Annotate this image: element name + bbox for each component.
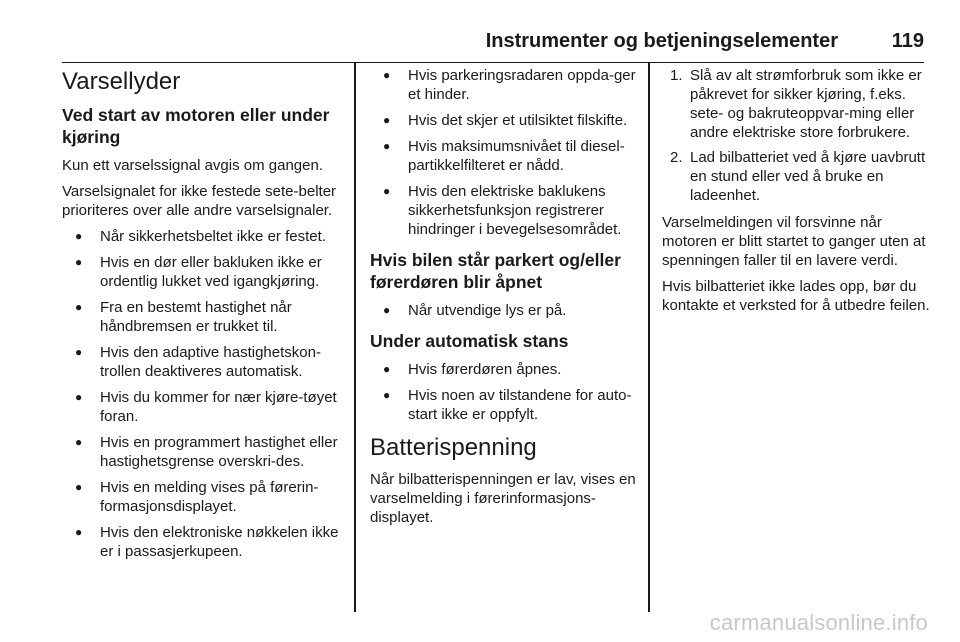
step-number: 1.: [670, 67, 683, 84]
bullet-list: [370, 66, 640, 239]
section-heading: Batterispenning: [370, 434, 537, 461]
list-item: ● Når utvendige lys er på.: [370, 301, 640, 320]
subsection-heading: Ved start av motoren eller under kjøring: [62, 105, 330, 147]
list-item: ● Hvis den elektriske baklukens sikkerhetsfunksjon registrerer hindringer i bevegelsesområdet.: [370, 182, 640, 239]
list-item: ● Hvis du kommer for nær kjøre-tøyet foran.: [62, 388, 344, 426]
paragraph: Kun ett varselssignal avgis om gangen.: [62, 157, 323, 174]
subsection-heading: Under automatisk stans: [370, 331, 569, 351]
column-divider: [648, 62, 650, 612]
list-item: ● Hvis noen av tilstandene for auto-start ikke er oppfylt.: [370, 386, 640, 424]
list-item: ● Hvis en dør eller bakluken ikke er ordentlig lukket ved igangkjøring.: [62, 253, 344, 291]
column-1: [62, 62, 344, 571]
bullet-list: [62, 227, 344, 561]
list-item: ● Hvis førerdøren åpnes.: [370, 360, 640, 379]
column-2: [370, 62, 640, 534]
list-item: ● Når sikkerhetsbeltet ikke er festet.: [62, 227, 344, 246]
column-divider: [354, 62, 356, 612]
list-item: ● Hvis parkeringsradaren oppda-ger et hinder.: [370, 66, 640, 104]
page-number: 119: [891, 30, 924, 52]
paragraph: Hvis bilbatteriet ikke lades opp, bør du kontakte et verksted for å utbedre feilen.: [662, 278, 930, 314]
paragraph: Varselmeldingen vil forsvinne når motoren er blitt startet to ganger uten at spenningen faller til en lavere verdi.: [662, 214, 926, 269]
column-3: [662, 62, 930, 322]
bullet-list: [370, 301, 640, 320]
numbered-list: [662, 66, 930, 205]
step-text: Slå av alt strømforbruk som ikke er påkrevet for sikker kjøring, f.eks. sete- og bakruteoppvar-ming eller andre elektriske store forbrukere.: [690, 67, 922, 141]
list-item: ● Hvis maksimumsnivået til diesel-partikkelfilteret er nådd.: [370, 137, 640, 175]
list-item: ● Fra en bestemt hastighet når håndbremsen er trukket til.: [62, 298, 344, 336]
list-item: ● Hvis den adaptive hastighetskon-trollen deaktiveres automatisk.: [62, 343, 344, 381]
watermark: carmanualsonline.info: [709, 610, 928, 635]
list-item: [662, 148, 930, 205]
subsection-heading: Hvis bilen står parkert og/eller førerdøren blir åpnet: [370, 250, 621, 292]
list-item: [662, 66, 930, 142]
list-item: ● Hvis den elektroniske nøkkelen ikke er i passasjerkupeen.: [62, 523, 344, 561]
list-item: ● Hvis en programmert hastighet eller hastighetsgrense overskri-des.: [62, 433, 344, 471]
list-item: ● Hvis en melding vises på førerin-formasjonsdisplayet.: [62, 478, 344, 516]
step-text: Lad bilbatteriet ved å kjøre uavbrutt en stund eller ved å bruke en ladeenhet.: [690, 149, 926, 204]
paragraph: Når bilbatterispenningen er lav, vises en varselmelding i førerinformasjons-displayet.: [370, 471, 636, 526]
bullet-list: [370, 360, 640, 424]
step-number: 2.: [670, 149, 683, 166]
header-title: Instrumenter og betjeningselementer: [485, 30, 838, 52]
section-heading: Varsellyder: [62, 68, 181, 95]
paragraph: Varselsignalet for ikke festede sete-belter prioriteres over alle andre varselsignaler.: [62, 183, 337, 219]
page-header: [62, 26, 924, 63]
list-item: ● Hvis det skjer et utilsiktet filskifte.: [370, 111, 640, 130]
